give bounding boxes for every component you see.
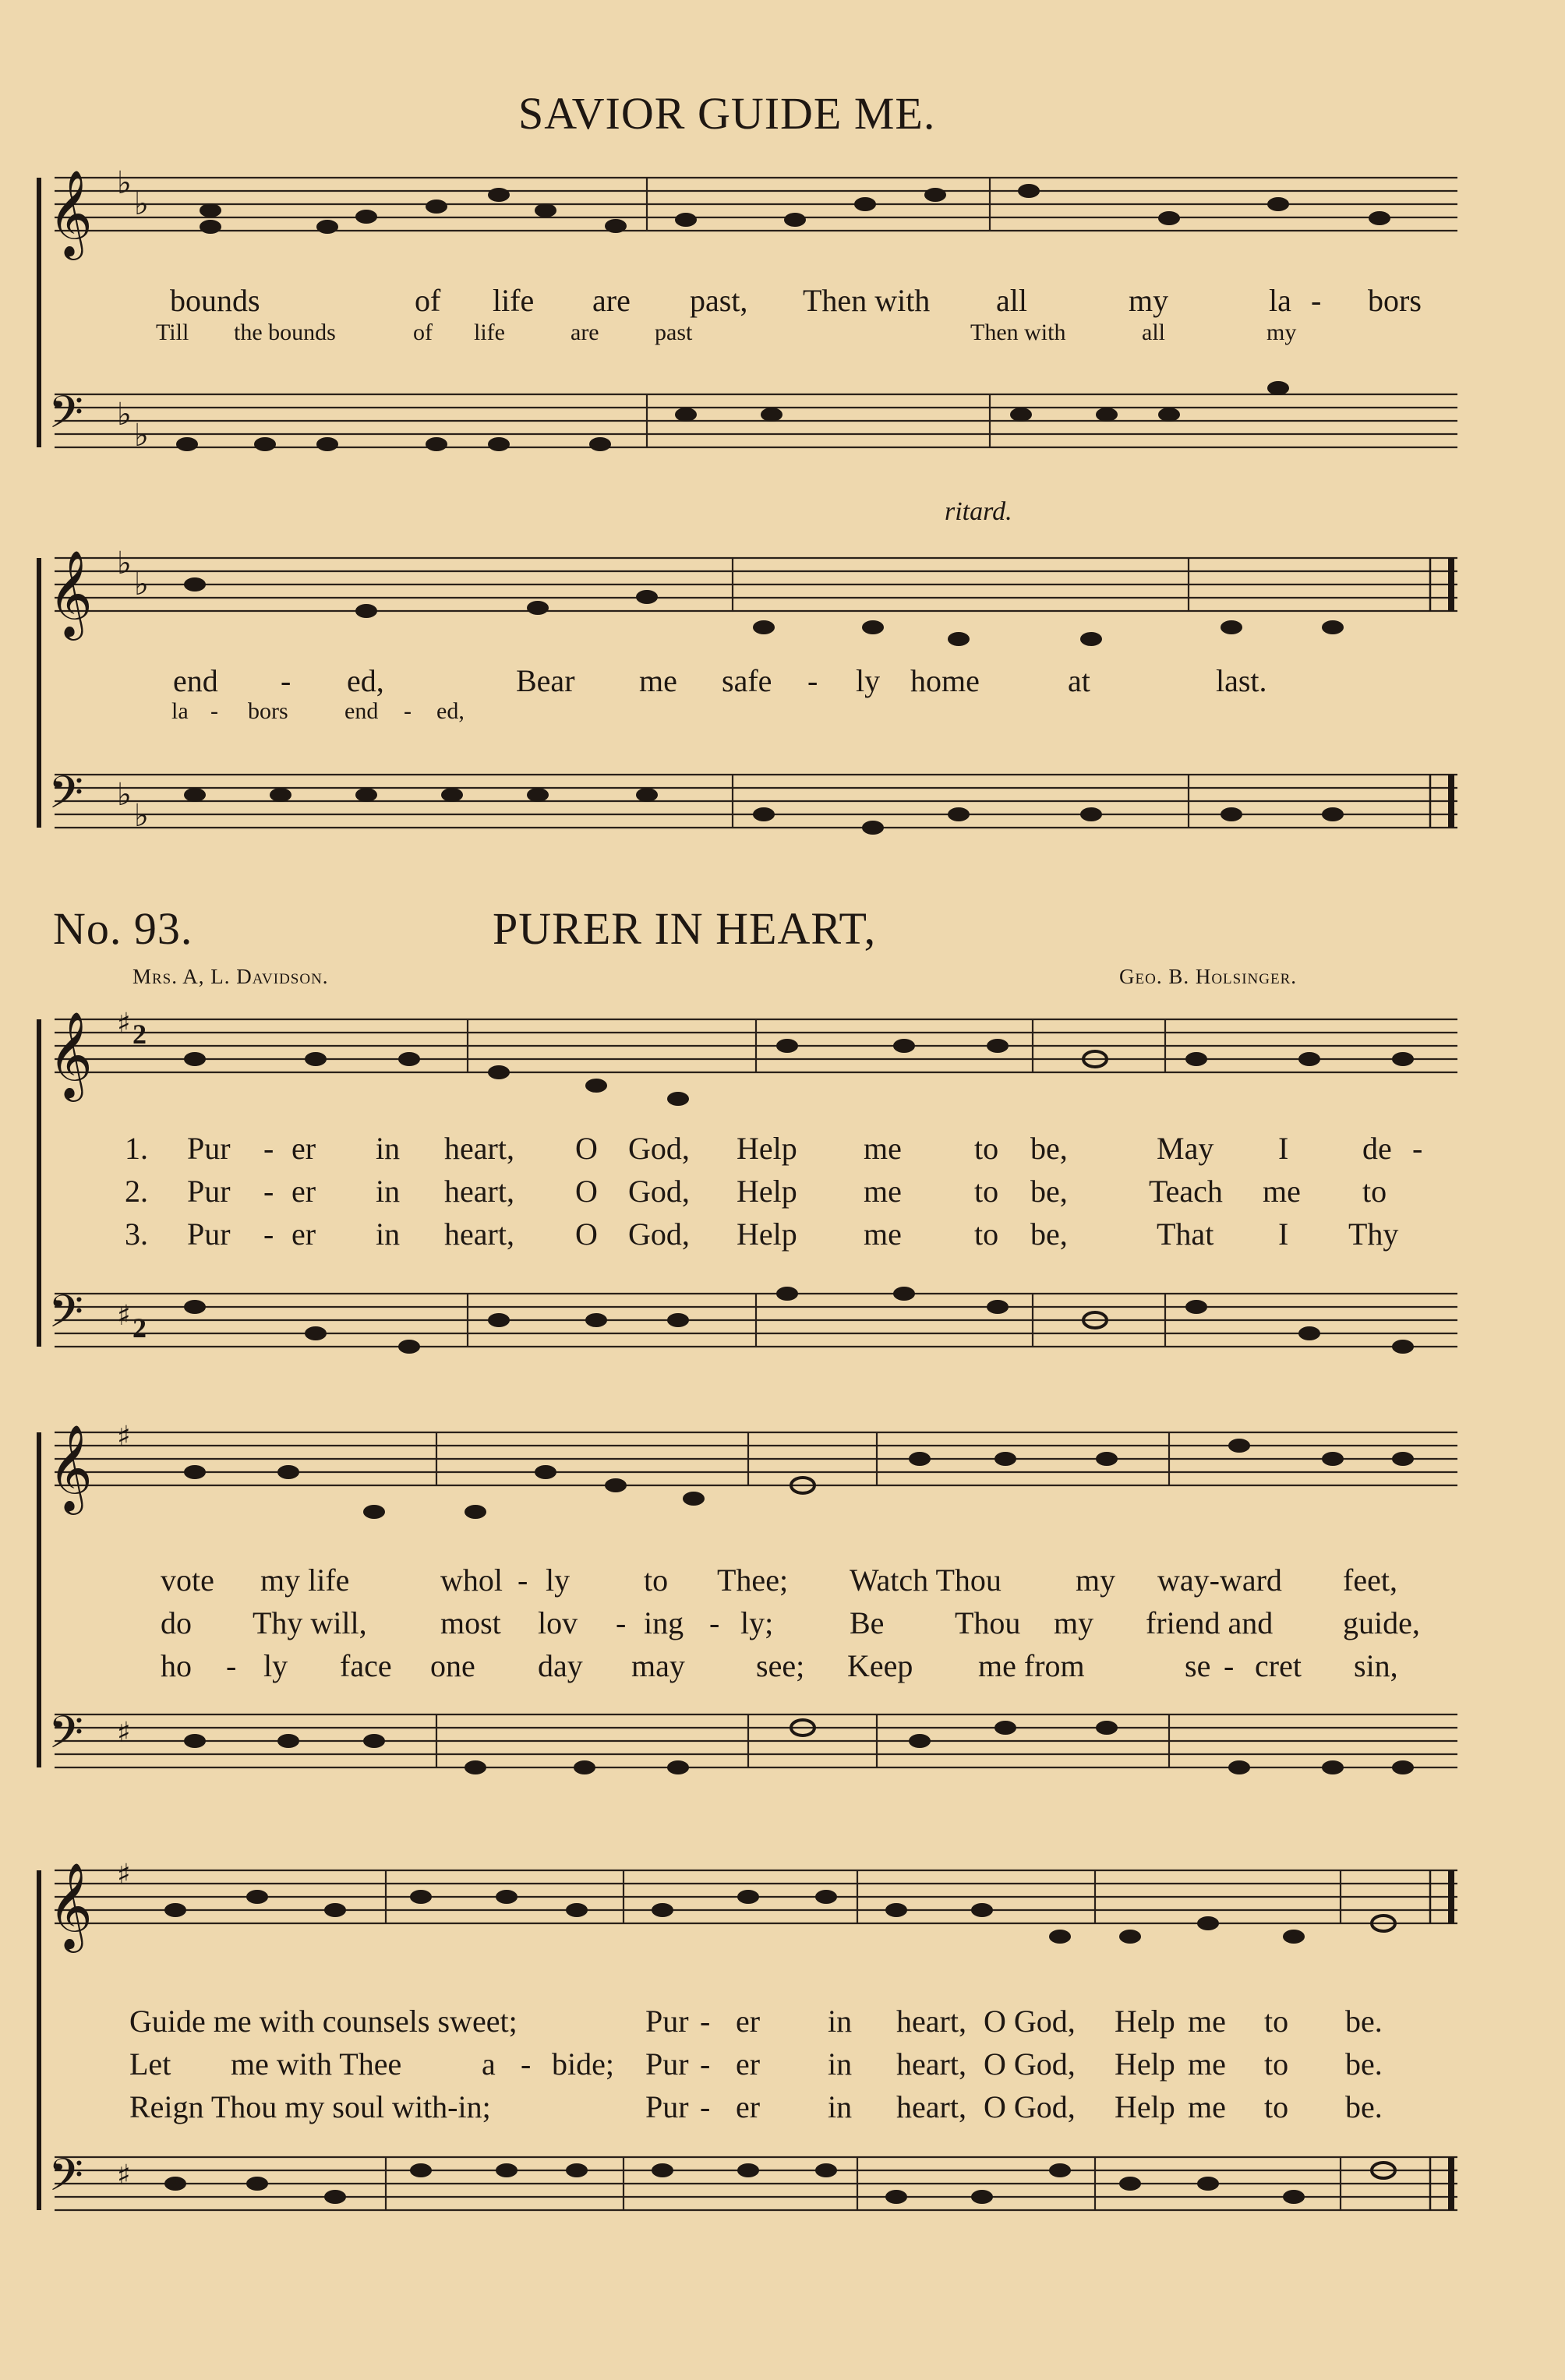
staff-savior-2-bass (55, 775, 1457, 828)
svg-text:♭: ♭ (134, 798, 149, 834)
svg-text:2: 2 (132, 1312, 147, 1344)
svg-text:♯: ♯ (117, 1717, 131, 1749)
svg-text:♭: ♭ (117, 165, 132, 201)
svg-text:𝄞: 𝄞 (48, 1424, 93, 1511)
savior-lyrics-2-bass: la - bors end - ed, (171, 698, 465, 724)
tempo-marking: ritard. (945, 497, 1012, 526)
svg-text:♯: ♯ (117, 1421, 131, 1453)
svg-text:♯: ♯ (117, 2159, 131, 2191)
savior-lyrics-1-bass: Till the bounds of life are past Then with all my (156, 320, 1297, 345)
svg-text:𝄞: 𝄞 (48, 169, 93, 256)
purer-s1-verse2: 2. Pur - er in heart, O God, Help me to be, Teach me to (125, 1174, 1387, 1209)
svg-text:♭: ♭ (134, 186, 149, 222)
svg-text:♯: ♯ (117, 1859, 131, 1891)
hymn-prev-title: SAVIOR GUIDE ME. (518, 88, 936, 139)
staff-purer-2-bass (55, 1714, 1457, 1767)
svg-text:♭: ♭ (117, 777, 132, 813)
purer-s2-verse3: ho - ly face one day may see; Keep me from se - cret sin, (161, 1648, 1398, 1683)
staff-savior-2-treble (55, 558, 1457, 611)
purer-s1-verse3: 3. Pur - er in heart, O God, Help me to be, That I Thy (125, 1216, 1399, 1252)
svg-text:♭: ♭ (117, 546, 132, 581)
svg-text:𝄢: 𝄢 (48, 766, 84, 830)
savior-lyrics-2-top: end - ed, Bear me safe - ly home at last. (173, 663, 1267, 698)
hymn-author: Mrs. A, L. Davidson. (132, 965, 329, 988)
svg-text:♯: ♯ (117, 1300, 131, 1332)
purer-s3-verse2: Let me with Thee a - bide; Pur - er in heart, O God, Help me to be. (129, 2046, 1383, 2082)
svg-text:𝄞: 𝄞 (48, 1862, 93, 1949)
svg-text:♭: ♭ (117, 397, 132, 433)
svg-text:2: 2 (132, 1019, 147, 1050)
staff-purer-2-treble (55, 1432, 1457, 1485)
purer-s2-verse2: do Thy will, most lov - ing - ly; Be Thou my friend and guide, (161, 1605, 1420, 1640)
hymn-number: No. 93. (53, 903, 193, 954)
staff-savior-1-treble (55, 178, 1457, 231)
svg-text:♭: ♭ (134, 567, 149, 602)
svg-text:♭: ♭ (134, 418, 149, 454)
svg-text:𝄢: 𝄢 (48, 2149, 84, 2212)
purer-s3-verse1: Guide me with counsels sweet; Pur - er in heart, O God, Help me to be. (129, 2004, 1383, 2039)
savior-lyrics-1-top: bounds of life are past, Then with all my la - bors (170, 283, 1422, 318)
svg-text:𝄞: 𝄞 (48, 1011, 93, 1098)
svg-text:𝄞: 𝄞 (48, 549, 93, 637)
purer-s3-verse3: Reign Thou my soul with-in; Pur - er in heart, O God, Help me to be. (129, 2089, 1383, 2124)
hymn-title: PURER IN HEART, (493, 903, 877, 954)
svg-text:𝄢: 𝄢 (48, 1706, 84, 1770)
svg-text:𝄢: 𝄢 (48, 386, 84, 450)
svg-text:𝄢: 𝄢 (48, 1285, 84, 1349)
hymn-composer: Geo. B. Holsinger. (1119, 965, 1298, 988)
svg-text:♯: ♯ (117, 1008, 131, 1040)
purer-s1-verse1: 1. Pur - er in heart, O God, Help me to be, May I de - (125, 1131, 1423, 1166)
purer-s2-verse1: vote my life whol - ly to Thee; Watch Thou my way-ward feet, (161, 1563, 1397, 1598)
